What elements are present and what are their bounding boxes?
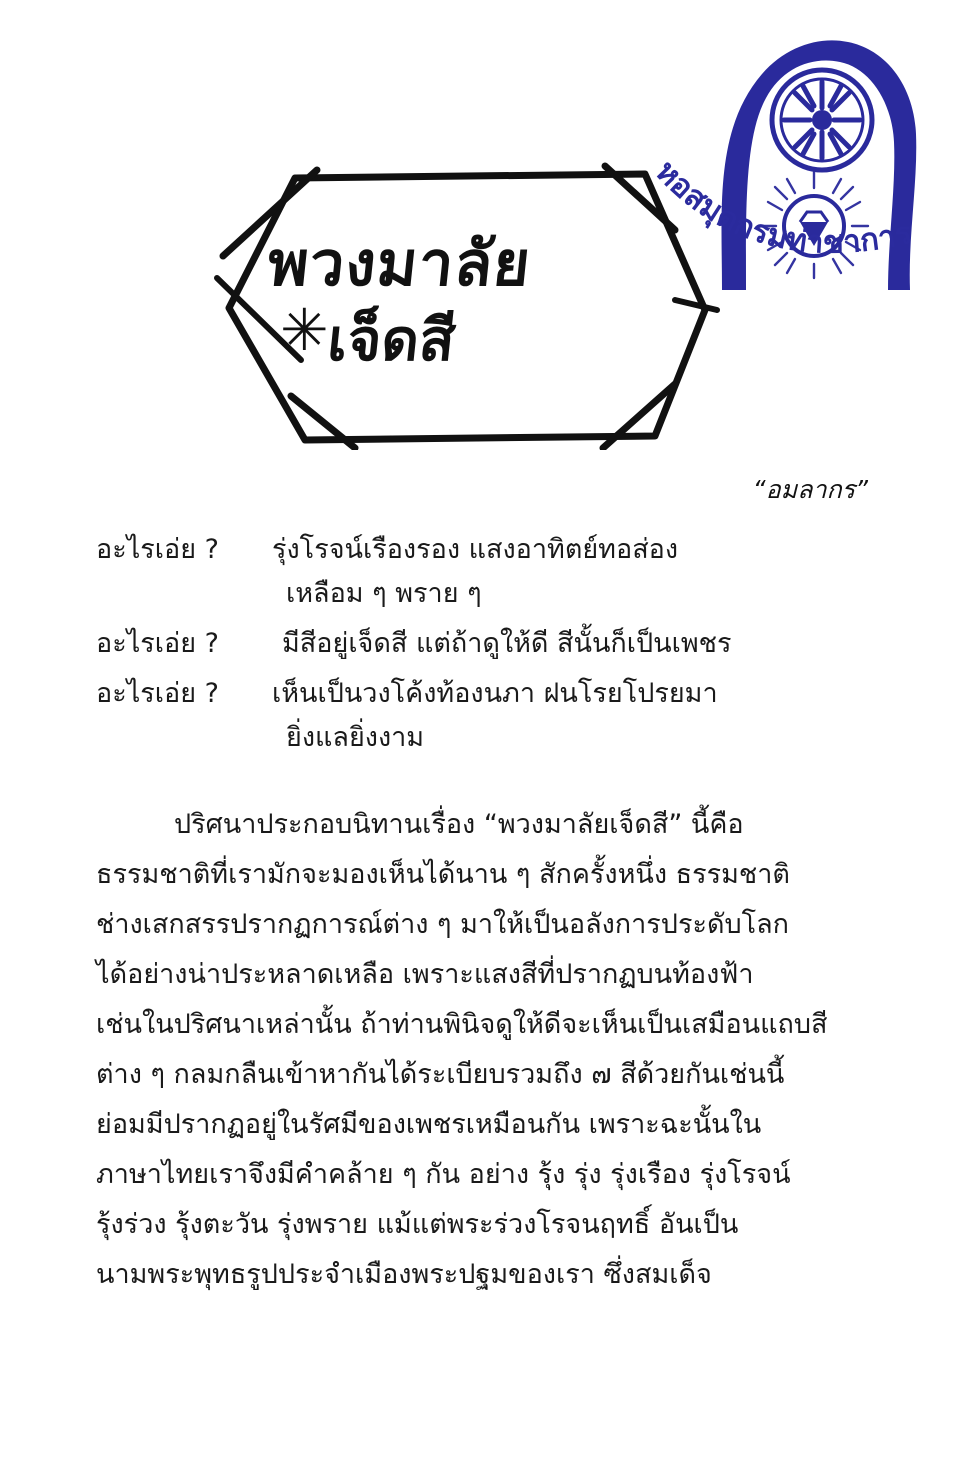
body-paragraph	[96, 800, 868, 1300]
svg-text:หอสมุดกรมท่าชาการ	[648, 154, 915, 261]
body-line: ช่างเสกสรรปรากฏการณ์ต่าง ๆ มาให้เป็นอลังการประดับโลก	[96, 909, 790, 940]
riddle-answer-main: มีสีอยู่เจ็ดสี แต่ถ้าดูให้ดี สีนั้นก็เป็นเพชร	[282, 628, 732, 659]
riddle-question: อะไรเอ่ย ?	[96, 678, 219, 709]
header-block	[0, 0, 956, 470]
riddle-answer-main: เห็นเป็นวงโค้งท้องนภา ฝนโรยโปรยมา	[272, 678, 718, 709]
body-line: ธรรมชาติที่เรามักจะมองเห็นได้นาน ๆ สักครั้งหนึ่ง ธรรมชาติ	[96, 859, 790, 890]
riddle-answer-main: รุ่งโรจน์เรืองรอง แสงอาทิตย์ทอส่อง	[272, 534, 679, 565]
riddle-item	[96, 528, 876, 616]
riddle-list	[96, 528, 876, 766]
title-line-2: เจ็ดสี	[324, 306, 459, 374]
stamp-arc-text	[644, 150, 944, 290]
flower-asterisk-icon: ✳	[280, 296, 329, 364]
body-line: ต่าง ๆ กลมกลืนเข้าหากันได้ระเบียบรวมถึง ๗ สีด้วยกันเช่นนี้	[96, 1059, 785, 1090]
body-line: ภาษาไทยเราจึงมีคำคล้าย ๆ กัน อย่าง รุ้ง รุ่ง รุ่งเรือง รุ่งโรจน์	[96, 1159, 791, 1190]
stamp-text-path: หอสมุดกรมท่าชาการ	[648, 153, 916, 261]
riddle-question: อะไรเอ่ย ?	[96, 628, 219, 659]
riddle-answer-continued: เหลือม ๆ พราย ๆ	[286, 578, 482, 609]
body-line: รุ้งร่วง รุ้งตะวัน รุ่งพราย แม้แต่พระร่วงโรจนฤทธิ์ อันเป็น	[96, 1209, 739, 1240]
riddle-item	[96, 622, 876, 666]
riddle-answer-continued: ยิ่งแลยิ่งงาม	[286, 722, 425, 753]
body-line: ย่อมมีปรากฏอยู่ในรัศมีของเพชรเหมือนกัน เพราะฉะนั้นใน	[96, 1109, 762, 1140]
pen-name: “อมลากร”	[752, 475, 868, 504]
riddle-question: อะไรเอ่ย ?	[96, 534, 219, 565]
riddle-answer	[272, 622, 876, 666]
title-line-1: พวงมาลัย	[264, 227, 535, 300]
body-line: นามพระพุทธรูปประจำเมืองพระปฐมของเรา ซึ่งสมเด็จ	[96, 1259, 712, 1290]
body-line: ปริศนาประกอบนิทานเรื่อง “พวงมาลัยเจ็ดสี” นี้คือ	[174, 809, 744, 840]
riddle-item	[96, 672, 876, 760]
body-line: เช่นในปริศนาเหล่านั้น ถ้าท่านพินิจดูให้ดีจะเห็นเป็นเสมือนแถบสี	[96, 1009, 828, 1040]
riddle-answer	[272, 528, 876, 616]
body-line: ได้อย่างน่าประหลาดเหลือ เพราะแสงสีที่ปรากฏบนท้องฟ้า	[96, 959, 754, 990]
riddle-answer	[272, 672, 876, 760]
